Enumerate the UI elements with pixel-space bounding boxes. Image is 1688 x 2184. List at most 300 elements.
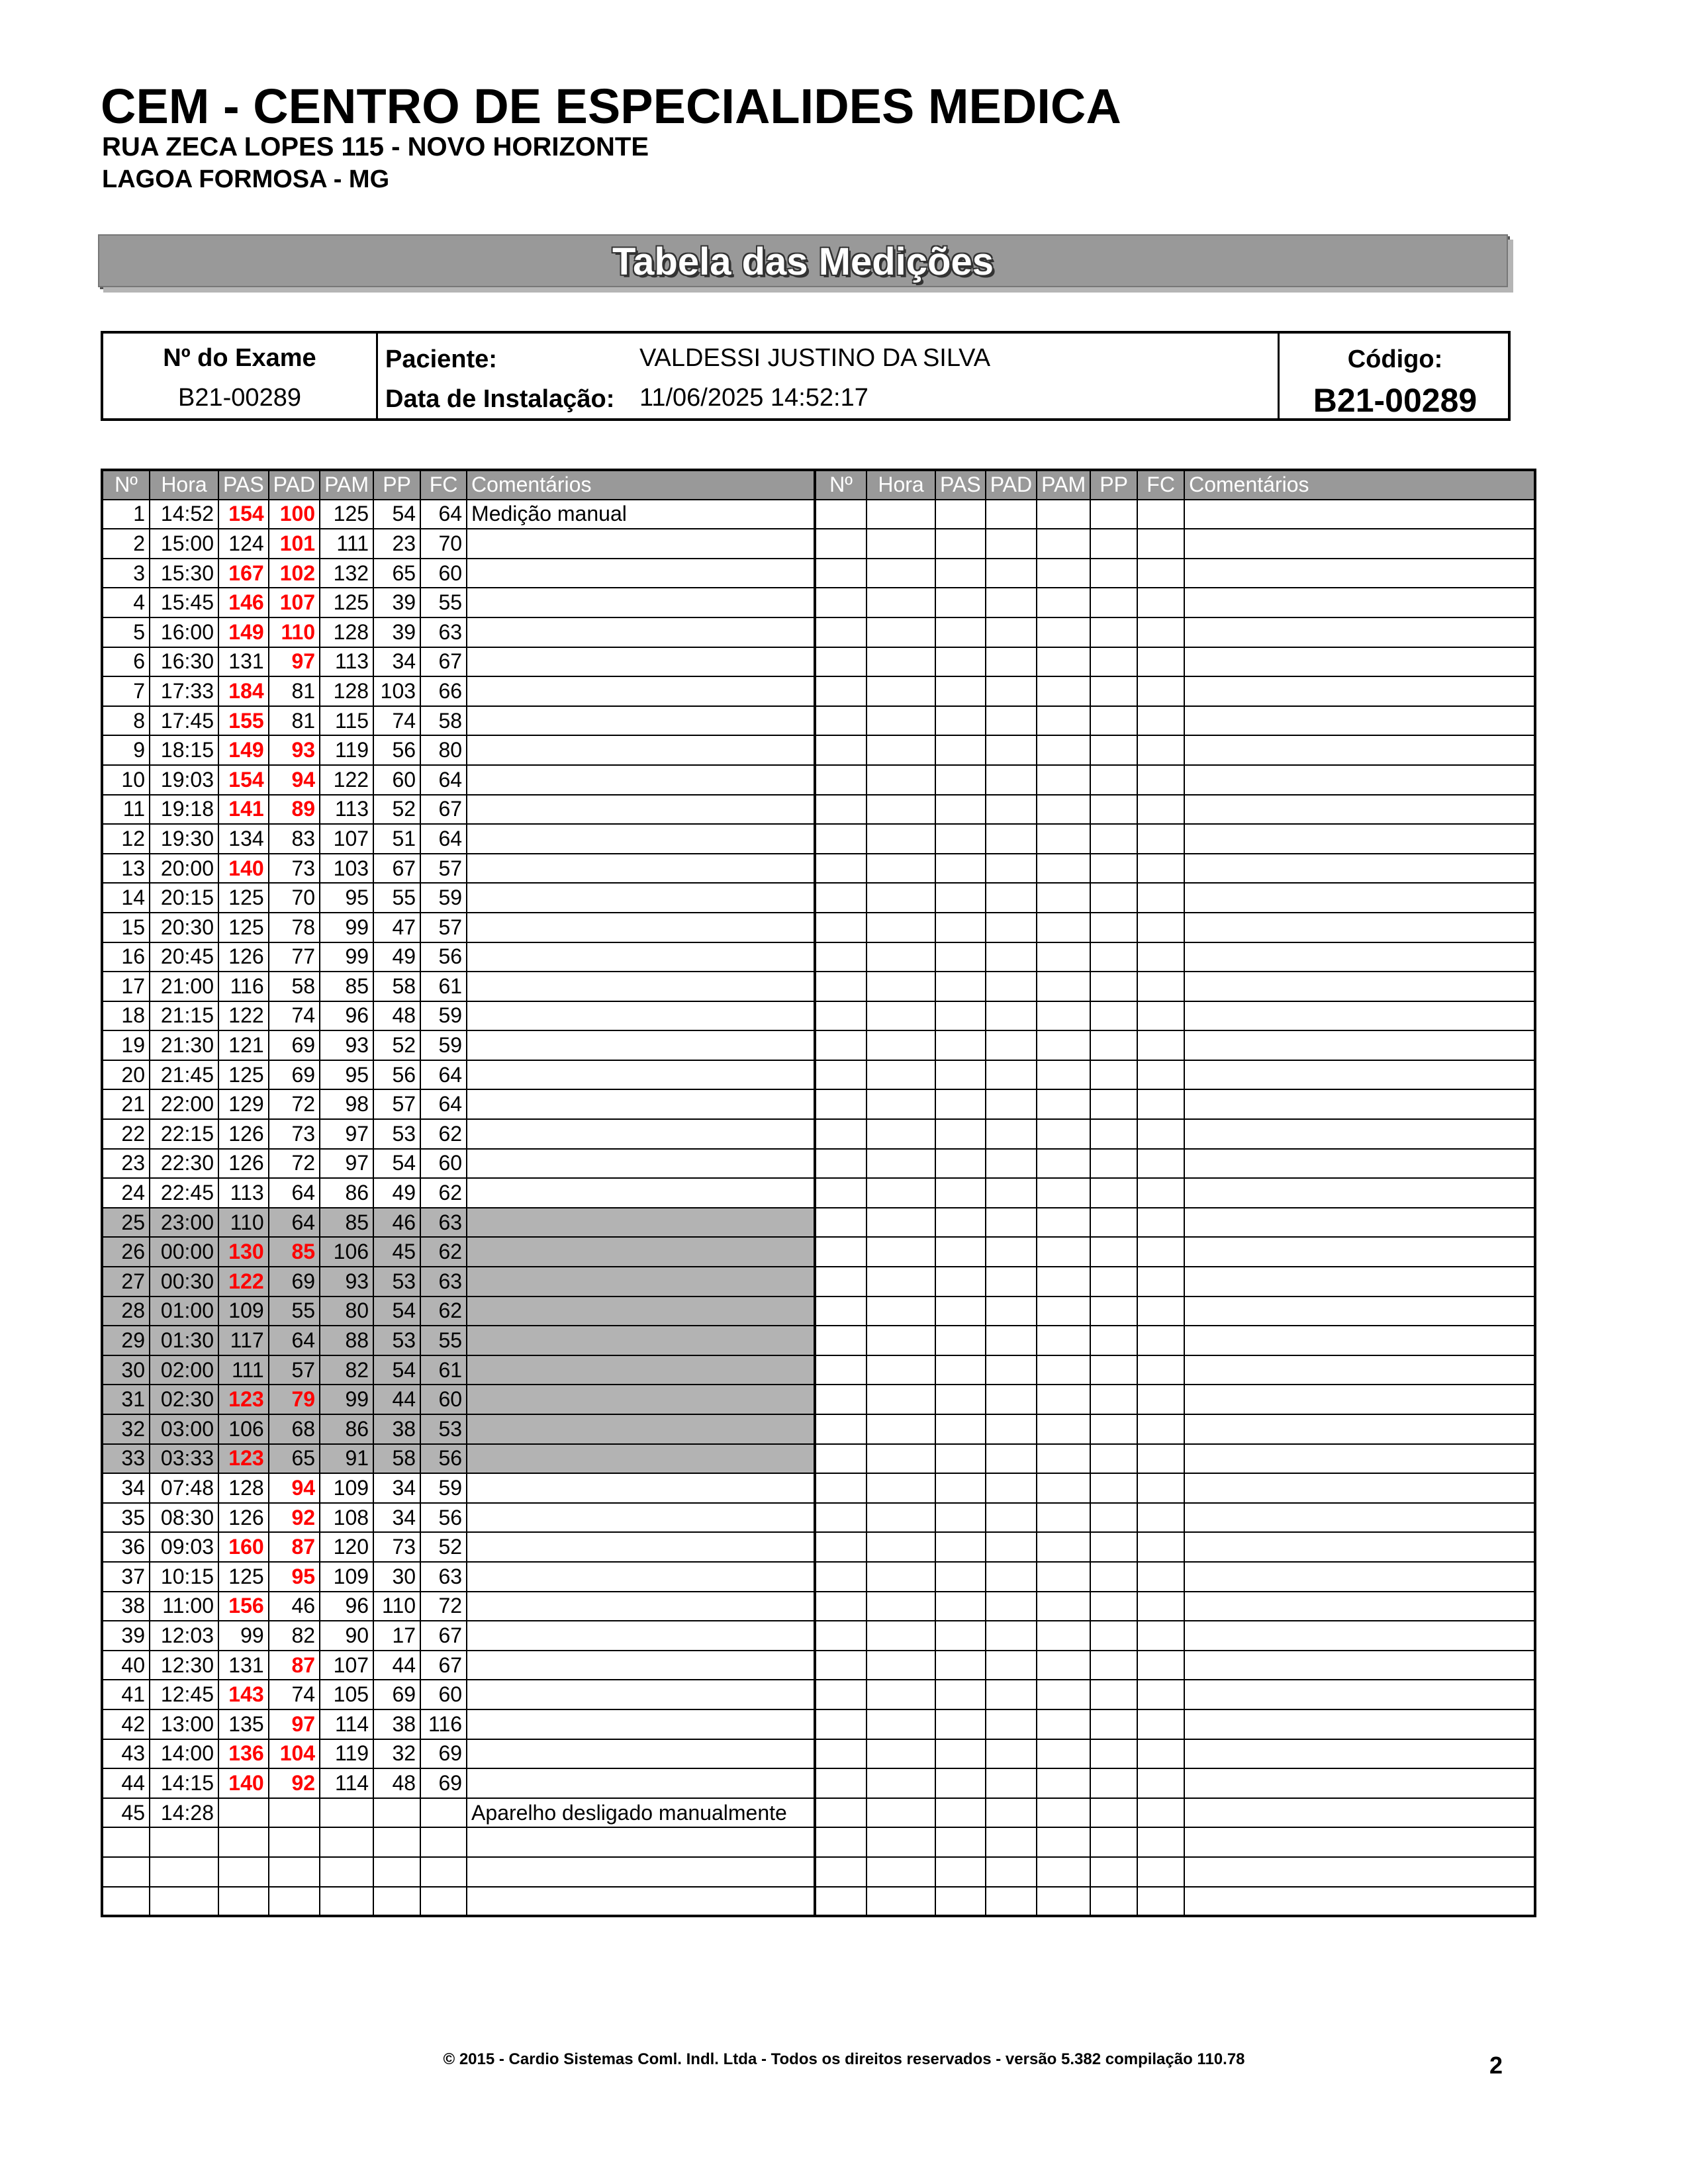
cell-pam: 107 (320, 824, 373, 854)
cell-n: 27 (102, 1267, 150, 1297)
cell-n: 45 (102, 1798, 150, 1828)
cell-empty (1184, 883, 1535, 913)
cell-empty (815, 1030, 867, 1060)
cell-empty (1184, 913, 1535, 942)
cell-pad: 69 (269, 1267, 320, 1297)
cell-hora: 22:30 (150, 1149, 218, 1179)
cell-empty (867, 1592, 935, 1621)
cell-empty (986, 1473, 1037, 1503)
cell-empty (1137, 1385, 1184, 1414)
cell-pas (218, 1857, 269, 1887)
cell-empty (815, 1355, 867, 1385)
cell-pam: 91 (320, 1444, 373, 1474)
cell-empty (935, 883, 986, 913)
cell-empty (815, 795, 867, 825)
cell-pad (269, 1857, 320, 1887)
cell-pp: 53 (373, 1267, 420, 1297)
cell-pas: 140 (218, 1768, 269, 1798)
cell-pp: 65 (373, 559, 420, 588)
cell-empty (1184, 1562, 1535, 1592)
cell-n: 40 (102, 1651, 150, 1680)
cell-empty (986, 1267, 1037, 1297)
cell-pp: 39 (373, 588, 420, 617)
cell-pas: 123 (218, 1385, 269, 1414)
table-row (102, 1621, 1535, 1651)
table-row (102, 500, 1535, 529)
cell-empty (867, 1178, 935, 1208)
cell-empty (1137, 559, 1184, 588)
table-row (102, 1326, 1535, 1355)
cell-empty (1137, 1237, 1184, 1267)
cell-empty (815, 676, 867, 706)
table-row (102, 1768, 1535, 1798)
cell-empty (1137, 735, 1184, 765)
cell-n: 8 (102, 706, 150, 736)
cell-empty (986, 1798, 1037, 1828)
cell-pam: 95 (320, 1060, 373, 1090)
cell-empty (1184, 1326, 1535, 1355)
cell-empty (1037, 1592, 1090, 1621)
col-header-pad: PAD (269, 470, 320, 500)
cell-pad: 65 (269, 1444, 320, 1474)
cell-empty (867, 1768, 935, 1798)
cell-empty (815, 1621, 867, 1651)
cell-empty (1037, 617, 1090, 647)
cell-fc: 59 (420, 883, 467, 913)
cell-n: 1 (102, 500, 150, 529)
cell-empty (815, 1444, 867, 1474)
cell-empty (1090, 1532, 1137, 1562)
cell-empty (1037, 1680, 1090, 1709)
cell-empty (986, 765, 1037, 795)
cell-empty (935, 1651, 986, 1680)
cell-empty (1137, 1592, 1184, 1621)
cell-empty (815, 559, 867, 588)
cell-empty (1184, 1739, 1535, 1769)
cell-empty (1037, 1001, 1090, 1031)
cell-empty (867, 1444, 935, 1474)
cell-comment (467, 559, 815, 588)
cell-comment: Aparelho desligado manualmente (467, 1798, 815, 1828)
table-row (102, 1149, 1535, 1179)
cell-empty (935, 1414, 986, 1444)
cell-empty (986, 1001, 1037, 1031)
cell-pam (320, 1827, 373, 1857)
cell-pad: 73 (269, 1119, 320, 1149)
cell-pam: 128 (320, 617, 373, 647)
cell-empty (1037, 1503, 1090, 1533)
cell-empty (1137, 972, 1184, 1001)
cell-empty (1184, 1178, 1535, 1208)
table-row (102, 854, 1535, 884)
cell-empty (1184, 1621, 1535, 1651)
cell-pp: 34 (373, 647, 420, 677)
cell-pad: 64 (269, 1326, 320, 1355)
cell-pp: 53 (373, 1119, 420, 1149)
cell-hora: 21:00 (150, 972, 218, 1001)
cell-hora: 02:00 (150, 1355, 218, 1385)
cell-pas: 125 (218, 883, 269, 913)
cell-comment (467, 676, 815, 706)
cell-empty (1137, 1827, 1184, 1857)
cell-pad: 70 (269, 883, 320, 913)
cell-empty (1137, 1680, 1184, 1709)
cell-pas: 113 (218, 1178, 269, 1208)
cell-pam: 99 (320, 1385, 373, 1414)
cell-pp: 54 (373, 1355, 420, 1385)
cell-pas: 125 (218, 1562, 269, 1592)
cell-empty (986, 1326, 1037, 1355)
cell-empty (986, 1178, 1037, 1208)
cell-pam: 108 (320, 1503, 373, 1533)
cell-empty (935, 559, 986, 588)
cell-fc: 59 (420, 1030, 467, 1060)
cell-pam: 120 (320, 1532, 373, 1562)
cell-empty (1037, 500, 1090, 529)
cell-empty (1137, 1149, 1184, 1179)
cell-empty (1090, 529, 1137, 559)
table-header-row (102, 470, 1535, 500)
cell-empty (1184, 1680, 1535, 1709)
cell-n: 42 (102, 1709, 150, 1739)
cell-empty (935, 1385, 986, 1414)
cell-empty (1137, 1119, 1184, 1149)
cell-hora: 19:18 (150, 795, 218, 825)
cell-empty (1090, 913, 1137, 942)
cell-empty (986, 1827, 1037, 1857)
cell-empty (1184, 559, 1535, 588)
cell-empty (867, 1001, 935, 1031)
cell-empty (1037, 1562, 1090, 1592)
cell-empty (1184, 1060, 1535, 1090)
cell-hora (150, 1857, 218, 1887)
cell-pas: 167 (218, 559, 269, 588)
cell-empty (1090, 676, 1137, 706)
cell-empty (1037, 1768, 1090, 1798)
cell-empty (1137, 1621, 1184, 1651)
cell-empty (867, 1887, 935, 1917)
cell-pp: 67 (373, 854, 420, 884)
cell-pas: 154 (218, 765, 269, 795)
cell-empty (867, 1739, 935, 1769)
cell-n: 43 (102, 1739, 150, 1769)
cell-fc: 64 (420, 1089, 467, 1119)
cell-empty (815, 1473, 867, 1503)
cell-empty (815, 529, 867, 559)
cell-comment (467, 824, 815, 854)
cell-empty (1037, 676, 1090, 706)
table-row (102, 1414, 1535, 1444)
cell-empty (815, 1887, 867, 1917)
cell-pas: 109 (218, 1297, 269, 1326)
cell-pp: 103 (373, 676, 420, 706)
cell-pam: 114 (320, 1768, 373, 1798)
cell-empty (1137, 1798, 1184, 1828)
cell-empty (935, 735, 986, 765)
cell-comment (467, 1119, 815, 1149)
cell-empty (1090, 1651, 1137, 1680)
cell-hora: 14:00 (150, 1739, 218, 1769)
col-header-comments: Comentários (467, 470, 815, 500)
cell-comment (467, 795, 815, 825)
cell-pp: 57 (373, 1089, 420, 1119)
cell-pas: 130 (218, 1237, 269, 1267)
cell-empty (986, 1089, 1037, 1119)
cell-fc: 69 (420, 1739, 467, 1769)
cell-empty (1137, 1060, 1184, 1090)
cell-empty (1037, 883, 1090, 913)
cell-empty (1184, 972, 1535, 1001)
cell-pam: 125 (320, 588, 373, 617)
cell-pam: 99 (320, 942, 373, 972)
cell-empty (1090, 1444, 1137, 1474)
cell-empty (1090, 1503, 1137, 1533)
cell-empty (815, 588, 867, 617)
cell-comment (467, 1149, 815, 1179)
cell-pas: 149 (218, 735, 269, 765)
cell-empty (1037, 1208, 1090, 1238)
col-header-pam: PAM (1037, 470, 1090, 500)
cell-empty (1037, 1827, 1090, 1857)
cell-pp: 17 (373, 1621, 420, 1651)
cell-empty (815, 972, 867, 1001)
cell-fc: 64 (420, 500, 467, 529)
cell-comment (467, 1089, 815, 1119)
cell-pam: 86 (320, 1178, 373, 1208)
col-header-pas: PAS (935, 470, 986, 500)
cell-empty (1037, 1089, 1090, 1119)
cell-fc: 62 (420, 1297, 467, 1326)
cell-fc: 70 (420, 529, 467, 559)
cell-empty (815, 1503, 867, 1533)
cell-empty (1184, 1297, 1535, 1326)
cell-pad: 89 (269, 795, 320, 825)
cell-pam: 93 (320, 1030, 373, 1060)
cell-empty (1090, 1326, 1137, 1355)
cell-fc: 63 (420, 1208, 467, 1238)
cell-empty (867, 765, 935, 795)
cell-pam: 109 (320, 1473, 373, 1503)
cell-empty (986, 1237, 1037, 1267)
cell-pp: 56 (373, 1060, 420, 1090)
cell-pp (373, 1798, 420, 1828)
cell-empty (815, 913, 867, 942)
cell-pad: 102 (269, 559, 320, 588)
cell-pad: 92 (269, 1768, 320, 1798)
cell-fc: 62 (420, 1178, 467, 1208)
cell-empty (1184, 1089, 1535, 1119)
cell-n: 35 (102, 1503, 150, 1533)
cell-n: 21 (102, 1089, 150, 1119)
cell-empty (1037, 1267, 1090, 1297)
cell-empty (1037, 647, 1090, 677)
cell-empty (1037, 735, 1090, 765)
cell-empty (1137, 795, 1184, 825)
cell-pam: 97 (320, 1149, 373, 1179)
cell-empty (935, 1680, 986, 1709)
cell-pp: 56 (373, 735, 420, 765)
cell-empty (986, 1503, 1037, 1533)
title-bar (98, 234, 1508, 287)
cell-empty (1184, 676, 1535, 706)
cell-empty (935, 1001, 986, 1031)
cell-fc: 61 (420, 1355, 467, 1385)
table-row (102, 1887, 1535, 1917)
cell-pp: 44 (373, 1385, 420, 1414)
cell-hora: 12:30 (150, 1651, 218, 1680)
cell-empty (815, 735, 867, 765)
cell-n: 19 (102, 1030, 150, 1060)
cell-hora: 14:15 (150, 1768, 218, 1798)
cell-pas: 99 (218, 1621, 269, 1651)
cell-empty (986, 529, 1037, 559)
cell-fc: 55 (420, 588, 467, 617)
cell-comment (467, 1562, 815, 1592)
cell-empty (1090, 1060, 1137, 1090)
cell-empty (1037, 1651, 1090, 1680)
cell-comment (467, 1621, 815, 1651)
cell-empty (867, 1149, 935, 1179)
cell-empty (986, 942, 1037, 972)
cell-pam: 99 (320, 913, 373, 942)
cell-pam: 114 (320, 1709, 373, 1739)
cell-empty (1137, 1887, 1184, 1917)
cell-pas: 141 (218, 795, 269, 825)
cell-pam: 96 (320, 1001, 373, 1031)
code-value: B21-00289 (1313, 382, 1477, 419)
cell-pas: 110 (218, 1208, 269, 1238)
cell-empty (1090, 1621, 1137, 1651)
cell-n: 23 (102, 1149, 150, 1179)
cell-fc: 56 (420, 1503, 467, 1533)
cell-empty (815, 883, 867, 913)
cell-pas: 122 (218, 1267, 269, 1297)
cell-pam: 95 (320, 883, 373, 913)
cell-empty (1037, 588, 1090, 617)
cell-empty (1137, 913, 1184, 942)
cell-fc: 67 (420, 1621, 467, 1651)
cell-empty (1137, 1355, 1184, 1385)
cell-fc: 64 (420, 824, 467, 854)
cell-pam: 82 (320, 1355, 373, 1385)
cell-empty (1090, 1355, 1137, 1385)
cell-empty (1184, 1887, 1535, 1917)
cell-empty (1137, 1178, 1184, 1208)
cell-empty (1090, 824, 1137, 854)
table-row (102, 1355, 1535, 1385)
cell-fc: 66 (420, 676, 467, 706)
cell-pad: 81 (269, 706, 320, 736)
cell-empty (867, 1414, 935, 1444)
cell-empty (867, 1119, 935, 1149)
cell-empty (986, 735, 1037, 765)
cell-comment (467, 1001, 815, 1031)
cell-hora: 03:33 (150, 1444, 218, 1474)
cell-empty (1184, 1473, 1535, 1503)
cell-pp: 38 (373, 1414, 420, 1444)
cell-n (102, 1857, 150, 1887)
cell-pas: 111 (218, 1355, 269, 1385)
cell-empty (935, 617, 986, 647)
cell-n: 10 (102, 765, 150, 795)
cell-empty (935, 676, 986, 706)
cell-comment (467, 1060, 815, 1090)
cell-empty (986, 1119, 1037, 1149)
cell-n: 34 (102, 1473, 150, 1503)
cell-hora: 12:03 (150, 1621, 218, 1651)
cell-empty (986, 1532, 1037, 1562)
cell-empty (815, 1651, 867, 1680)
cell-empty (1184, 795, 1535, 825)
cell-empty (1184, 1001, 1535, 1031)
cell-empty (1184, 1208, 1535, 1238)
cell-empty (1037, 1739, 1090, 1769)
cell-comment (467, 1887, 815, 1917)
cell-empty (867, 942, 935, 972)
cell-empty (1090, 1001, 1137, 1031)
cell-empty (867, 1680, 935, 1709)
col-header-n: Nº (815, 470, 867, 500)
cell-empty (1090, 1857, 1137, 1887)
cell-empty (867, 1798, 935, 1828)
cell-n: 32 (102, 1414, 150, 1444)
cell-comment (467, 1651, 815, 1680)
cell-hora: 19:03 (150, 765, 218, 795)
cell-empty (867, 1709, 935, 1739)
cell-comment (467, 617, 815, 647)
org-address-line1: RUA ZECA LOPES 115 - NOVO HORIZONTE (102, 132, 649, 161)
cell-comment (467, 588, 815, 617)
cell-pad: 73 (269, 854, 320, 884)
cell-pam: 97 (320, 1119, 373, 1149)
cell-empty (815, 1857, 867, 1887)
exam-info-box (101, 331, 1511, 421)
cell-pam: 105 (320, 1680, 373, 1709)
table-row (102, 1473, 1535, 1503)
cell-comment (467, 1030, 815, 1060)
table-row (102, 735, 1535, 765)
cell-pad: 87 (269, 1532, 320, 1562)
cell-n (102, 1887, 150, 1917)
cell-empty (935, 1473, 986, 1503)
cell-empty (867, 854, 935, 884)
col-header-pam: PAM (320, 470, 373, 500)
cell-empty (986, 1208, 1037, 1238)
cell-pad: 64 (269, 1178, 320, 1208)
cell-hora: 00:00 (150, 1237, 218, 1267)
cell-pam: 119 (320, 735, 373, 765)
install-date-label: Data de Instalação: (385, 385, 615, 413)
cell-n: 18 (102, 1001, 150, 1031)
cell-empty (986, 883, 1037, 913)
page-number: 2 (1489, 2052, 1503, 2079)
cell-pas: 124 (218, 529, 269, 559)
cell-comment (467, 1739, 815, 1769)
patient-label: Paciente: (385, 345, 497, 373)
cell-empty (935, 1030, 986, 1060)
cell-hora: 17:33 (150, 676, 218, 706)
cell-n: 30 (102, 1355, 150, 1385)
cell-empty (1137, 647, 1184, 677)
cell-empty (1037, 1237, 1090, 1267)
table-row (102, 1532, 1535, 1562)
cell-empty (1090, 1089, 1137, 1119)
cell-hora: 13:00 (150, 1709, 218, 1739)
cell-empty (1090, 1592, 1137, 1621)
table-row (102, 1798, 1535, 1828)
cell-fc: 60 (420, 1680, 467, 1709)
cell-empty (1090, 1562, 1137, 1592)
